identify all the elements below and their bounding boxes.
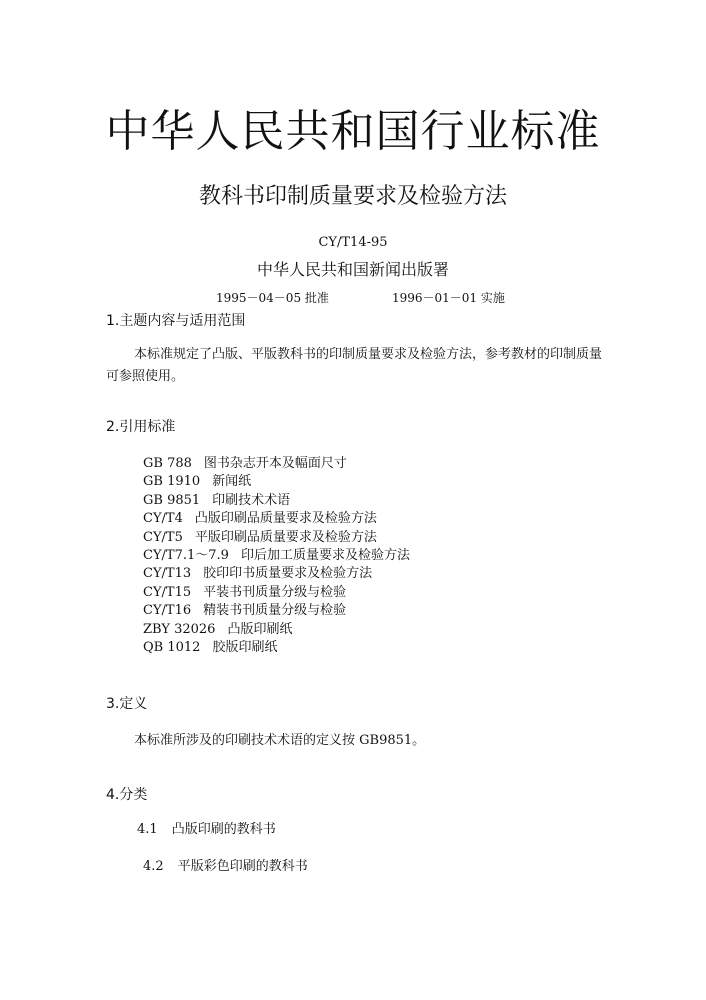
- approval-date: 1995－04－05 批准: [216, 291, 329, 305]
- subsection-4-1: [137, 821, 276, 839]
- ref-title: 凸版印刷品质量要求及检验方法: [194, 511, 377, 527]
- list-item: [143, 547, 410, 565]
- effective-date: 1996－01－01 实施: [392, 291, 505, 305]
- ref-title: 新闻纸: [212, 474, 252, 490]
- ref-title: 印刷技术术语: [212, 492, 291, 508]
- reference-list: [143, 455, 410, 657]
- ref-code: CY/T16: [143, 603, 192, 619]
- list-item: [143, 492, 410, 510]
- main-title: 中华人民共和国行业标准: [105, 106, 601, 157]
- ref-code: GB 9851: [143, 492, 201, 508]
- section-4-heading: 4.分类: [106, 787, 148, 803]
- list-item: [143, 565, 410, 583]
- ref-code: CY/T15: [143, 584, 192, 600]
- list-item: [143, 621, 410, 639]
- ref-title: 平装书刊质量分级与检验: [203, 584, 347, 600]
- subsection-number: 4.1: [137, 822, 158, 837]
- document-subtitle: 教科书印制质量要求及检验方法: [198, 184, 507, 209]
- ref-code: QB 1012: [143, 639, 201, 655]
- list-item: [143, 455, 410, 473]
- ref-title: 胶版印刷纸: [212, 639, 278, 655]
- subsection-title: 平版彩色印刷的教科书: [177, 859, 308, 874]
- section-3-text: 本标准所涉及的印刷技术术语的定义按 GB9851。: [134, 733, 426, 748]
- list-item: [143, 602, 410, 620]
- ref-title: 平版印刷品质量要求及检验方法: [194, 529, 377, 545]
- section-2-heading: 2.引用标准: [106, 419, 176, 435]
- ref-title: 图书杂志开本及幅面尺寸: [203, 456, 347, 471]
- ref-title: 精装书刊质量分级与检验: [203, 603, 347, 619]
- subsection-4-2: [143, 858, 308, 876]
- section-1-text: 本标准规定了凸版、平版教科书的印制质量要求及检验方法，参考教材的印制质量可参照使用。: [106, 347, 603, 384]
- ref-code: GB 1910: [143, 474, 201, 490]
- list-item: [143, 584, 410, 602]
- section-3-heading: 3.定义: [106, 696, 148, 712]
- ref-code: CY/T5: [143, 529, 183, 545]
- subsection-number: 4.2: [143, 859, 164, 874]
- ref-title: 胶印印书质量要求及检验方法: [203, 566, 373, 582]
- section-1-heading: 1.主题内容与适用范围: [106, 313, 246, 329]
- standard-code: CY/T14-95: [318, 235, 388, 250]
- ref-code: CY/T7.1～7.9: [143, 547, 229, 563]
- issuing-authority: 中华人民共和国新闻出版署: [256, 260, 449, 279]
- list-item: [143, 473, 410, 491]
- ref-title: 凸版印刷纸: [227, 621, 293, 637]
- ref-code: GB 788: [143, 456, 192, 471]
- list-item: [143, 639, 410, 657]
- list-item: [143, 529, 410, 547]
- ref-code: CY/T4: [143, 511, 183, 527]
- subsection-title: 凸版印刷的教科书: [171, 822, 276, 837]
- list-item: [143, 510, 410, 528]
- ref-code: ZBY 32026: [143, 621, 216, 637]
- ref-code: CY/T13: [143, 566, 192, 582]
- ref-title: 印后加工质量要求及检验方法: [240, 547, 410, 563]
